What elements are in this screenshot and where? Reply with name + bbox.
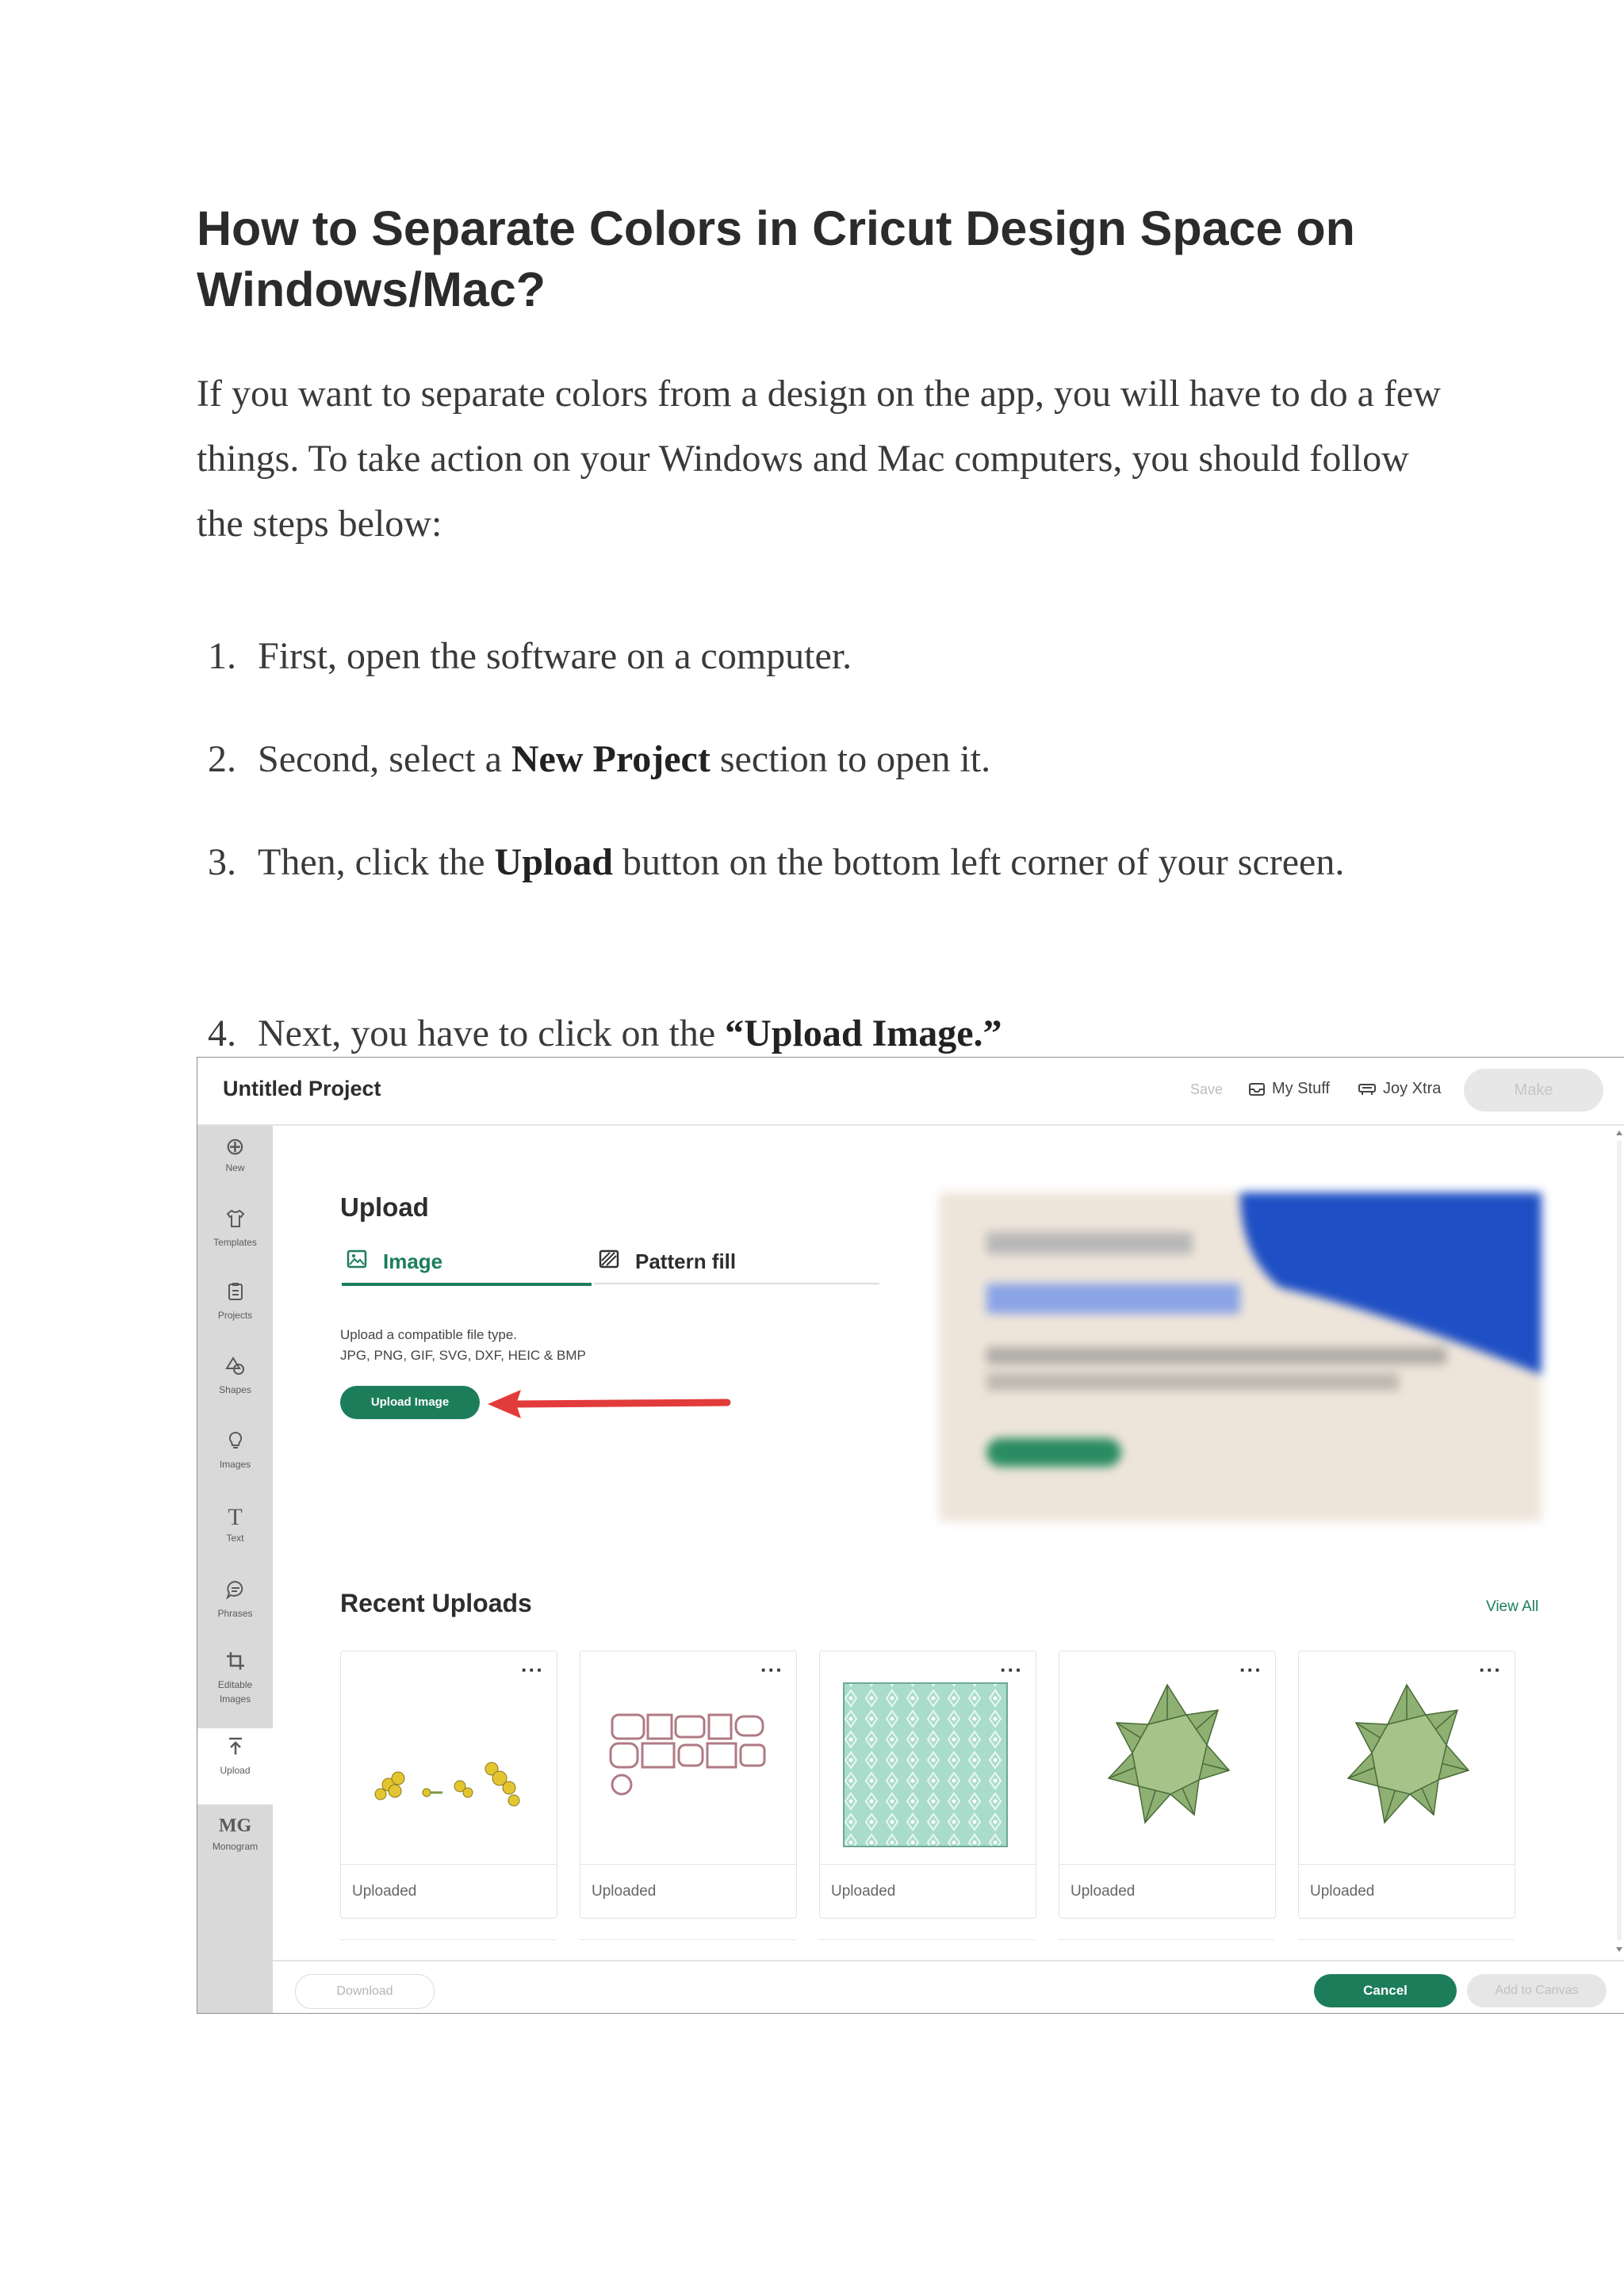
sidebar-item-editable-images[interactable]	[197, 1651, 273, 1706]
step-number: 4.	[208, 1012, 236, 1054]
app-topbar	[197, 1058, 1624, 1126]
more-options-icon[interactable]: ···	[1000, 1658, 1023, 1682]
download-button[interactable]: Download	[295, 1974, 435, 2009]
make-button[interactable]: Make	[1464, 1069, 1603, 1112]
tab-pattern-fill[interactable]	[594, 1249, 879, 1284]
sidebar-item-label: Editable Images	[217, 1679, 253, 1705]
sidebar-item-new[interactable]	[197, 1134, 273, 1175]
upload-card[interactable]	[1298, 1651, 1515, 1919]
upload-image-button[interactable]: Upload Image	[340, 1386, 480, 1419]
sidebar-item-templates[interactable]	[197, 1208, 273, 1249]
sidebar-item-monogram[interactable]	[197, 1812, 273, 1854]
save-button[interactable]: Save	[1190, 1081, 1224, 1097]
sidebar-item-shapes[interactable]	[197, 1356, 273, 1397]
cricut-app-screenshot	[197, 1057, 1624, 2014]
card-caption: Uploaded	[580, 1864, 796, 1919]
sidebar-item-label: Templates	[213, 1237, 257, 1248]
card-caption: Uploaded	[341, 1864, 557, 1919]
upload-card[interactable]	[580, 1651, 797, 1919]
upload-card[interactable]	[340, 1651, 557, 1919]
image-icon	[347, 1249, 370, 1274]
sidebar-item-text[interactable]	[197, 1504, 273, 1545]
my-stuff-button[interactable]	[1248, 1080, 1330, 1098]
add-to-canvas-button[interactable]: Add to Canvas	[1467, 1974, 1607, 2007]
step-text: Then, click the Upload button on the bottom left corner of your screen.	[258, 841, 1345, 883]
card-caption: Uploaded	[1299, 1864, 1515, 1919]
next-row-card	[580, 1939, 795, 1956]
sidebar-item-projects[interactable]	[197, 1281, 273, 1322]
plus-circle-icon: ⊕	[224, 1134, 246, 1160]
next-row-card	[340, 1939, 556, 1956]
sidebar-item-phrases[interactable]	[197, 1579, 273, 1621]
more-options-icon[interactable]: ···	[521, 1658, 544, 1682]
sidebar-item-label: New	[225, 1162, 245, 1173]
sidebar-item-label: Shapes	[219, 1384, 251, 1395]
shapes-icon	[197, 1356, 273, 1383]
upload-card[interactable]	[1059, 1651, 1276, 1919]
left-sidebar	[197, 1126, 273, 2013]
joy-xtra-button[interactable]	[1358, 1080, 1441, 1098]
tab-image[interactable]	[342, 1249, 592, 1286]
sidebar-item-label: Upload	[220, 1765, 251, 1776]
file-type-list: JPG, PNG, GIF, SVG, DXF, HEIC & BMP	[340, 1348, 586, 1363]
sidebar-item-label: Monogram	[212, 1841, 259, 1852]
green-star-thumbnail	[1299, 1667, 1515, 1858]
tab-pattern-label: Pattern fill	[635, 1249, 737, 1273]
step-text: Second, select a New Project section to open it.	[258, 738, 991, 780]
card-caption: Uploaded	[820, 1864, 1036, 1919]
projects-icon	[197, 1281, 273, 1308]
green-star-thumbnail	[1059, 1667, 1275, 1858]
scrollbar[interactable]	[1615, 1129, 1623, 1954]
sidebar-item-label: Phrases	[217, 1608, 253, 1619]
step-bold: New Project	[511, 738, 710, 780]
sidebar-item-label: Projects	[217, 1310, 253, 1321]
promo-banner	[939, 1192, 1542, 1521]
step-bold: Upload	[494, 841, 613, 883]
next-row-card	[1298, 1939, 1514, 1956]
step-text: First, open the software on a computer.	[258, 635, 852, 677]
monogram-icon: MG	[218, 1816, 252, 1836]
more-options-icon[interactable]: ···	[1479, 1658, 1502, 1682]
card-caption: Uploaded	[1059, 1864, 1275, 1919]
upload-card[interactable]	[819, 1651, 1036, 1919]
red-arrow-annotation	[483, 1387, 737, 1422]
upload-heading: Upload	[340, 1192, 429, 1222]
speech-bubble-icon	[197, 1579, 273, 1606]
text-icon: T	[228, 1504, 243, 1530]
tab-image-label: Image	[383, 1249, 443, 1273]
article-title: How to Separate Colors in Cricut Design Space on Windows/Mac?	[197, 201, 1355, 316]
mint-pattern-thumbnail	[820, 1667, 1036, 1858]
shirt-icon	[197, 1208, 273, 1235]
inbox-icon	[1248, 1081, 1266, 1097]
more-options-icon[interactable]: ···	[1239, 1658, 1262, 1682]
my-stuff-label: My Stuff	[1272, 1080, 1330, 1097]
view-all-link[interactable]: View All	[1486, 1598, 1539, 1615]
machine-icon	[1358, 1082, 1377, 1096]
next-row-card	[1059, 1939, 1274, 1956]
step-number: 2.	[208, 738, 236, 780]
intro-paragraph: If you want to separate colors from a design on the app, you will have to do a few things. To take action on your Windows and Mac computers, you should follow the steps below:	[197, 373, 1441, 545]
promo-graphic	[939, 1192, 1542, 1521]
step-bold: “Upload Image.”	[725, 1012, 1002, 1054]
project-title: Untitled Project	[223, 1077, 381, 1100]
pattern-icon	[599, 1249, 622, 1274]
sidebar-item-images[interactable]	[197, 1430, 273, 1471]
next-row-card	[819, 1939, 1035, 1956]
step-number: 1.	[208, 635, 236, 677]
step-text: Next, you have to click on the “Upload Image.”	[258, 1012, 1002, 1054]
yellow-flowers-thumbnail	[341, 1667, 557, 1858]
cancel-button[interactable]: Cancel	[1314, 1974, 1457, 2007]
upload-icon	[197, 1736, 273, 1763]
file-type-hint: Upload a compatible file type.	[340, 1327, 518, 1342]
joy-xtra-label: Joy Xtra	[1383, 1080, 1442, 1097]
sidebar-item-label: Text	[226, 1533, 244, 1544]
more-options-icon[interactable]: ···	[760, 1658, 783, 1682]
pink-ornament-thumbnail	[580, 1667, 796, 1858]
crop-icon	[197, 1651, 273, 1678]
recent-uploads-heading: Recent Uploads	[340, 1589, 532, 1617]
sidebar-item-upload[interactable]	[197, 1728, 273, 1804]
step-number: 3.	[208, 841, 236, 883]
sidebar-item-label: Images	[219, 1459, 251, 1470]
lightbulb-icon	[197, 1430, 273, 1457]
